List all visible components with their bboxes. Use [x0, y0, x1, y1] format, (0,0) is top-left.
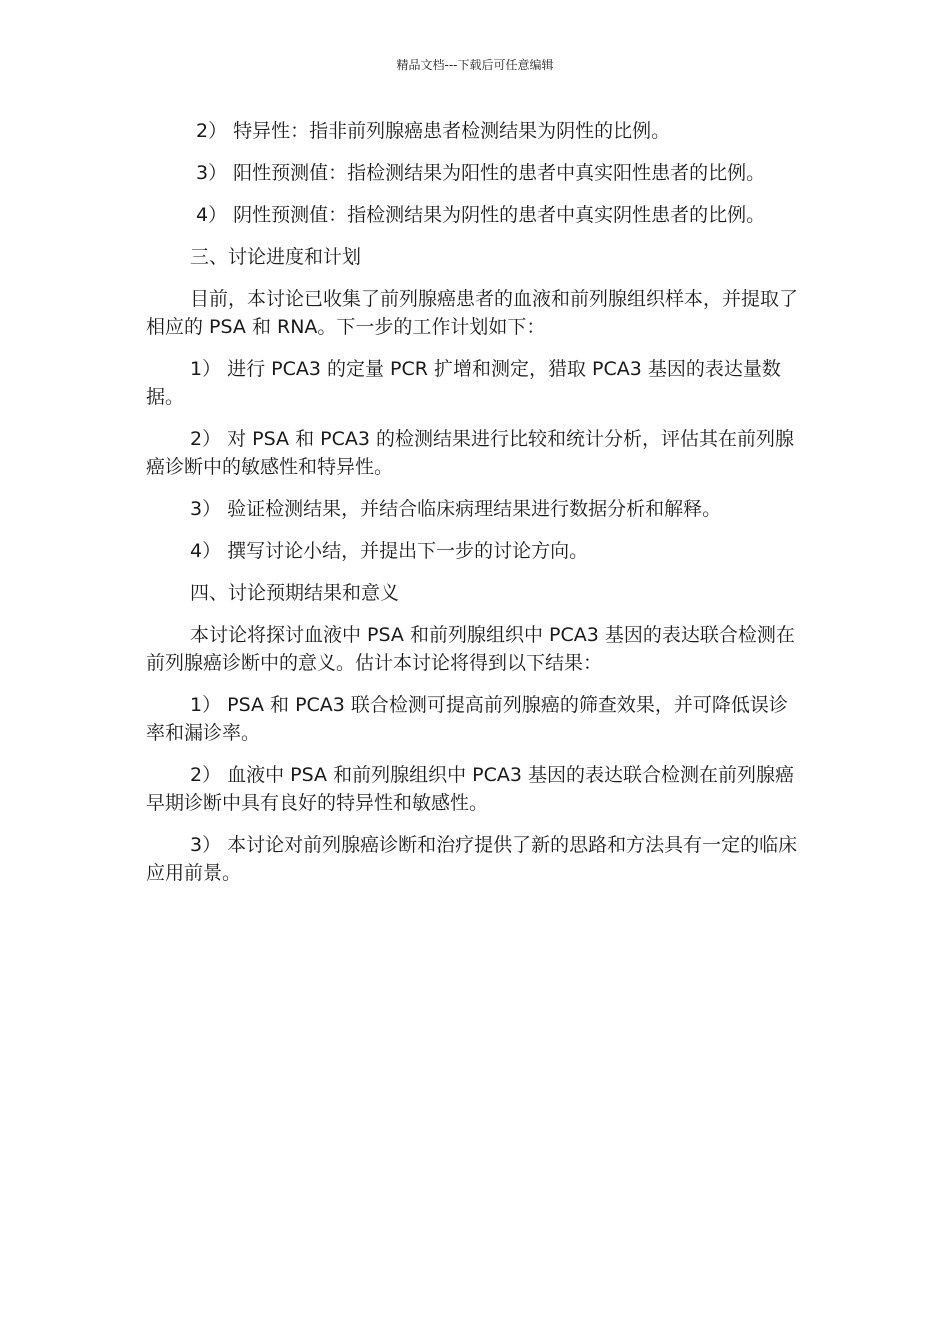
list-item: 3） 验证检测结果，并结合临床病理结果进行数据分析和解释。 [190, 498, 722, 520]
paragraph: 2） 特异性：指非前列腺癌患者检测结果为阴性的比例。 [196, 120, 671, 142]
paragraph: 本讨论将探讨血液中 PSA 和前列腺组织中 PCA3 基因的表达联合检测在前列腺癌诊断中的意义。估计本讨论将得到以下结果： [146, 624, 795, 674]
list-item: 2） 血液中 PSA 和前列腺组织中 PCA3 基因的表达联合检测在前列腺癌早期诊断中具有良好的特异性和敏感性。 [146, 764, 794, 814]
document-body [146, 117, 806, 901]
section-heading: 四、讨论预期结果和意义 [190, 582, 400, 604]
list-item: 3） 本讨论对前列腺癌诊断和治疗提供了新的思路和方法具有一定的临床应用前景。 [146, 834, 798, 884]
paragraph: 3） 阳性预测值：指检测结果为阳性的患者中真实阳性患者的比例。 [196, 162, 766, 184]
page-header: 精品文档---下载后可任意编辑 [396, 58, 554, 72]
section-heading: 三、讨论进度和计划 [190, 246, 362, 268]
list-item: 4） 撰写讨论小结，并提出下一步的讨论方向。 [190, 540, 589, 562]
list-item: 2） 对 PSA 和 PCA3 的检测结果进行比较和统计分析，评估其在前列腺癌诊断中的敏感性和特异性。 [146, 428, 794, 478]
paragraph: 4） 阴性预测值：指检测结果为阴性的患者中真实阴性患者的比例。 [196, 204, 766, 226]
list-item: 1） 进行 PCA3 的定量 PCR 扩增和测定，猎取 PCA3 基因的表达量数据。 [146, 358, 781, 408]
paragraph: 目前，本讨论已收集了前列腺癌患者的血液和前列腺组织样本，并提取了相应的 PSA 和 RNA。下一步的工作计划如下： [146, 288, 799, 338]
list-item: 1） PSA 和 PCA3 联合检测可提高前列腺癌的筛查效果，并可降低误诊率和漏诊率。 [146, 694, 788, 744]
